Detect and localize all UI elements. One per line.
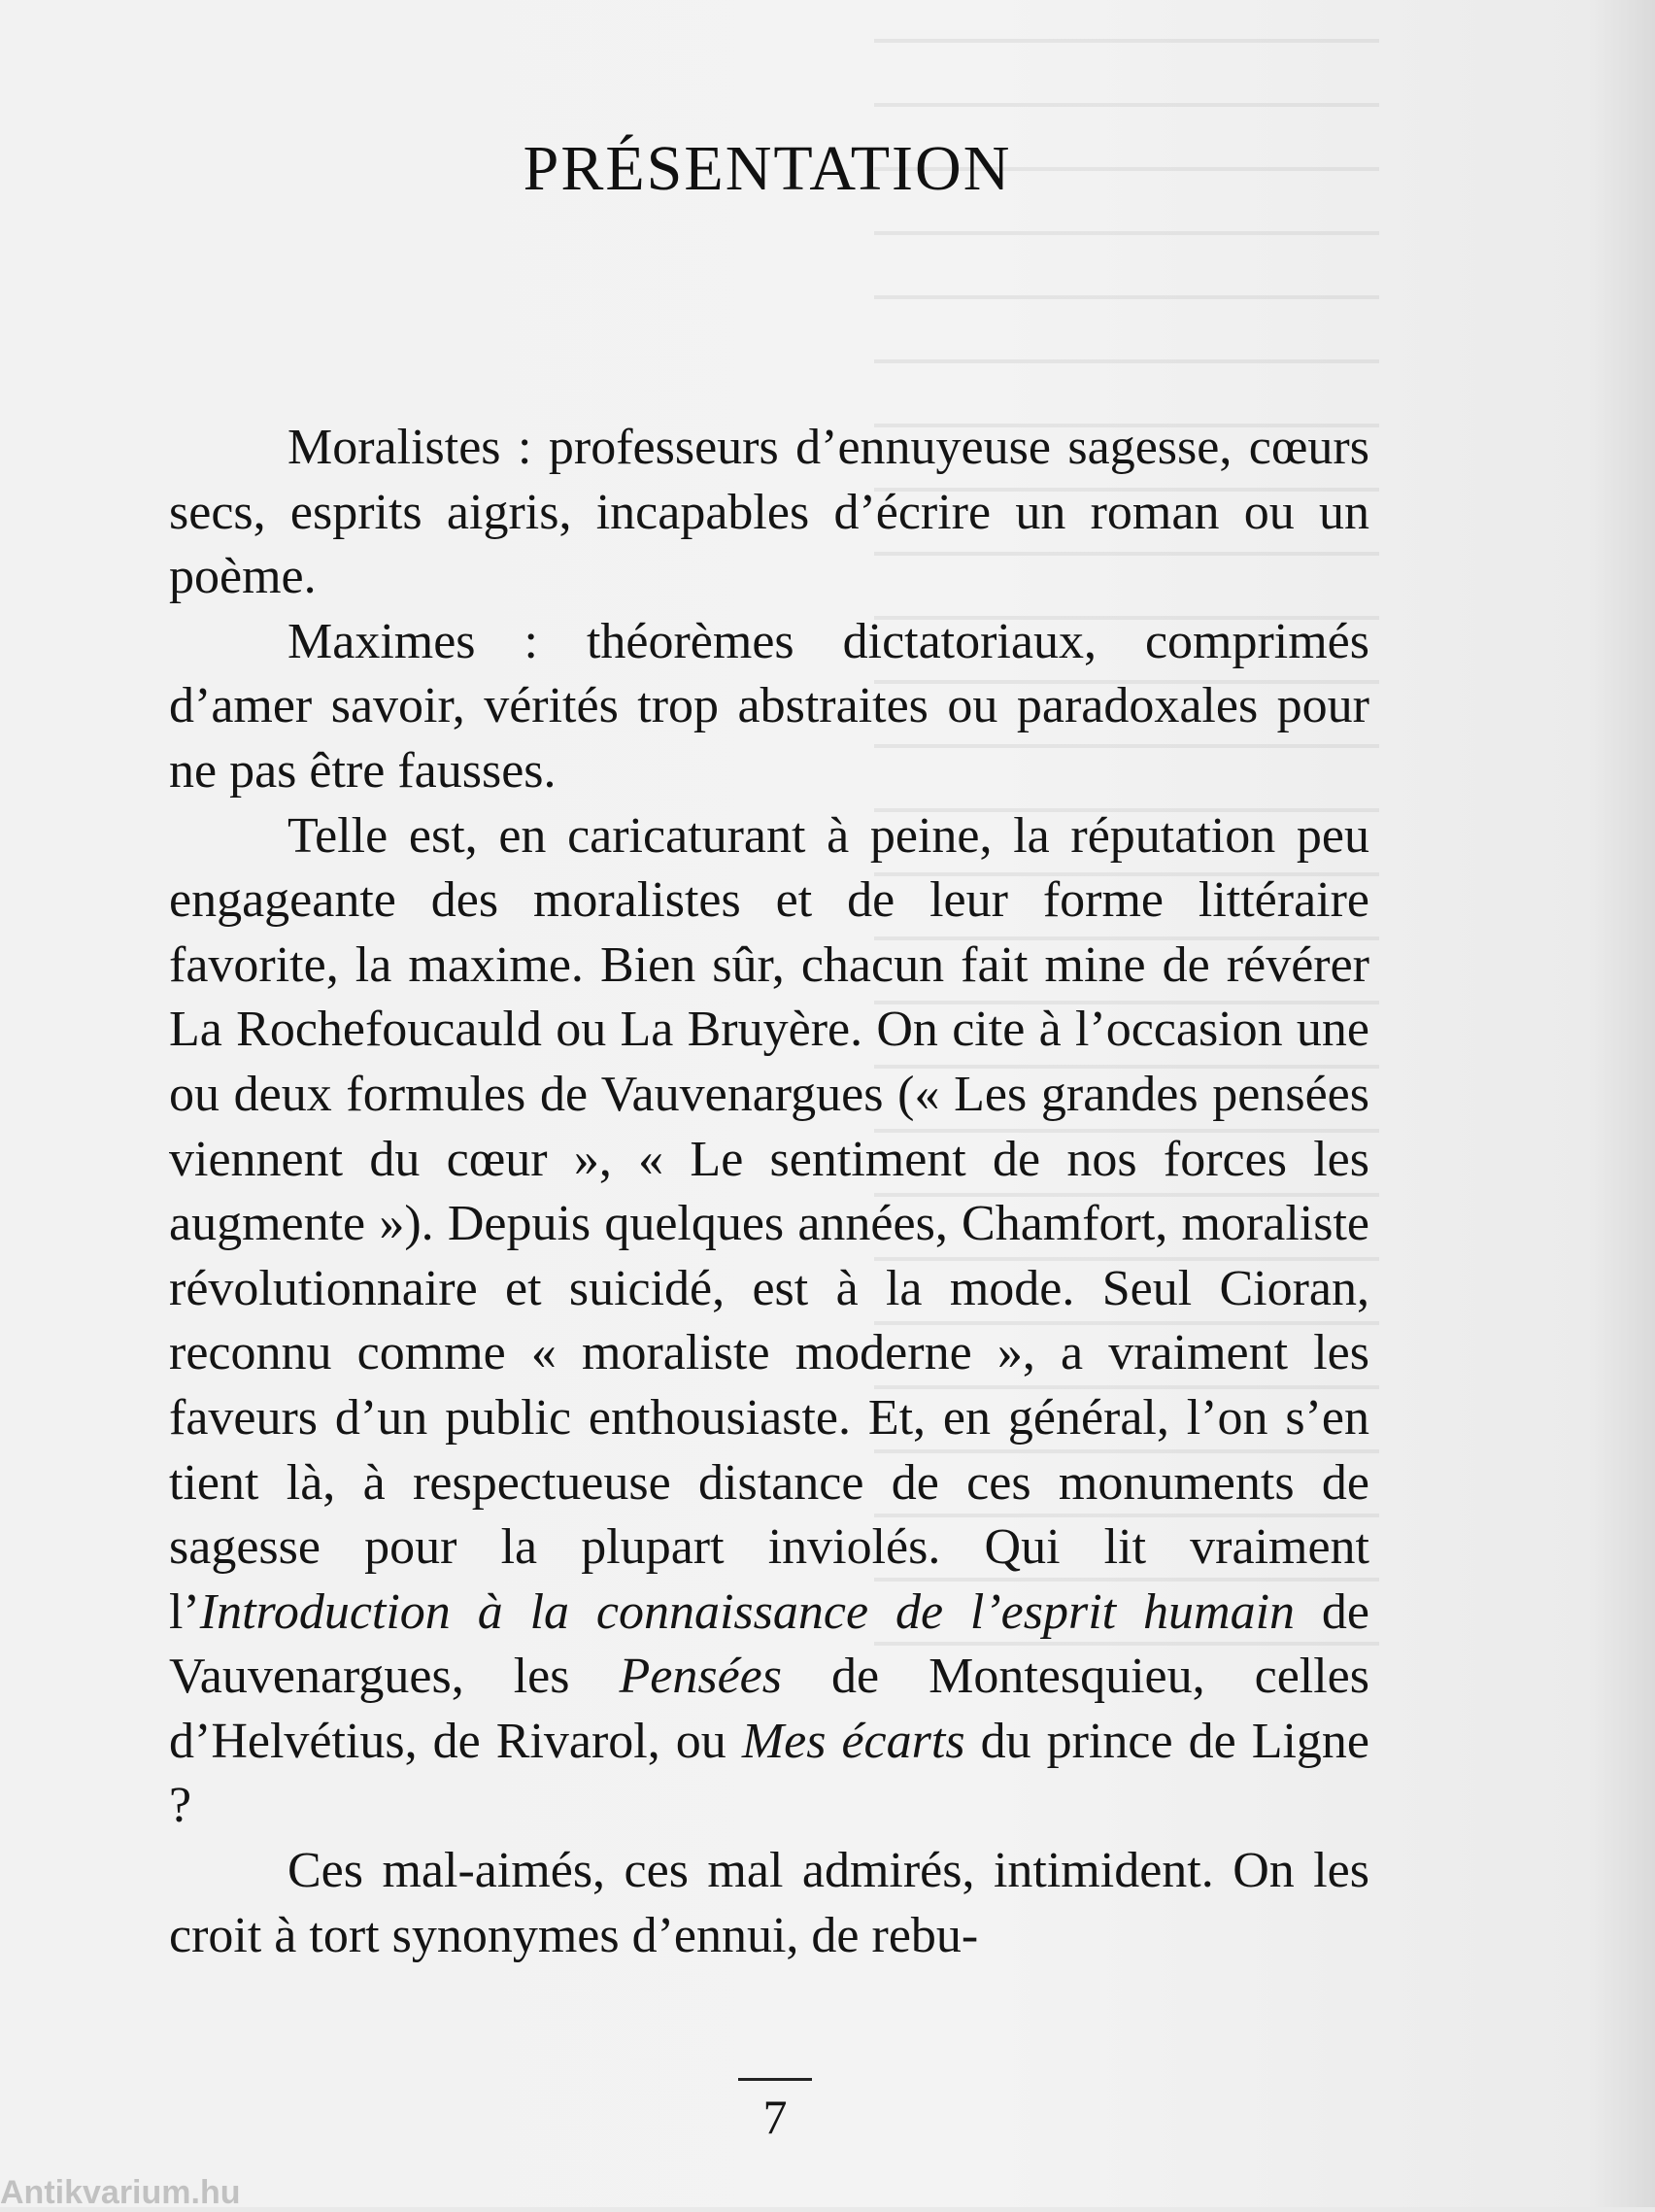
italic-title: Introduction à la connaissance de l’esprit humain (199, 1583, 1296, 1640)
paragraph-p4 (169, 1839, 1369, 1968)
text-run: Ces mal-aimés, ces mal admirés, intimident. On les croit à tort synonymes d’ennui, de rebu- (169, 1843, 1369, 1963)
paragraph-p2 (169, 610, 1369, 804)
body-text (169, 416, 1369, 1968)
text-run: Moralistes : professeurs d’ennuyeuse sagesse, cœurs secs, esprits aigris, incapables d’écrire un roman ou un poème. (169, 420, 1369, 605)
italic-title: Pensées (619, 1649, 782, 1705)
text-run: du prince de Ligne ? (169, 1713, 1369, 1834)
folio-rule (738, 2078, 812, 2081)
watermark-logo: Antikvarium.hu (0, 2174, 241, 2211)
text-run: Maximes : théorèmes dictatoriaux, comprimés d’amer savoir, vérités trop abstraites ou paradoxales pour ne pas être fausses. (169, 613, 1369, 799)
text-run: de Montesquieu, celles d’Helvétius, de Rivarol, ou (169, 1649, 1369, 1769)
page-number: 7 (762, 2090, 788, 2144)
italic-title: Mes écarts (741, 1713, 965, 1769)
paragraph-p3 (169, 804, 1369, 1840)
paragraph-p1 (169, 416, 1369, 610)
text-run: Telle est, en caricaturant à peine, la réputation peu engageante des moralistes et de leur forme littéraire favorite, la maxime. Bien sûr, chacun fait mine de révérer La Rochefoucauld ou La Bruyère. On cite à l’occasion une ou deux formules de Vauvenargues (« Les grandes pensées viennent du cœur », « Le sentiment de nos forces les augmente »). Depuis quelques années, Chamfort, moraliste révolutionnaire et suicidé, est à la mode. Seul Cioran, reconnu comme « moraliste moderne », a vraiment les faveurs d’un public enthousiaste. Et, en général, l’on s’en tient là, à respectueuse distance de ces monuments de sagesse pour la plupart inviolés. Qui lit vraiment l’ (169, 807, 1369, 1640)
page-title: PRÉSENTATION (523, 133, 1012, 205)
text-run: de Vauvenargues, les (169, 1583, 1369, 1705)
